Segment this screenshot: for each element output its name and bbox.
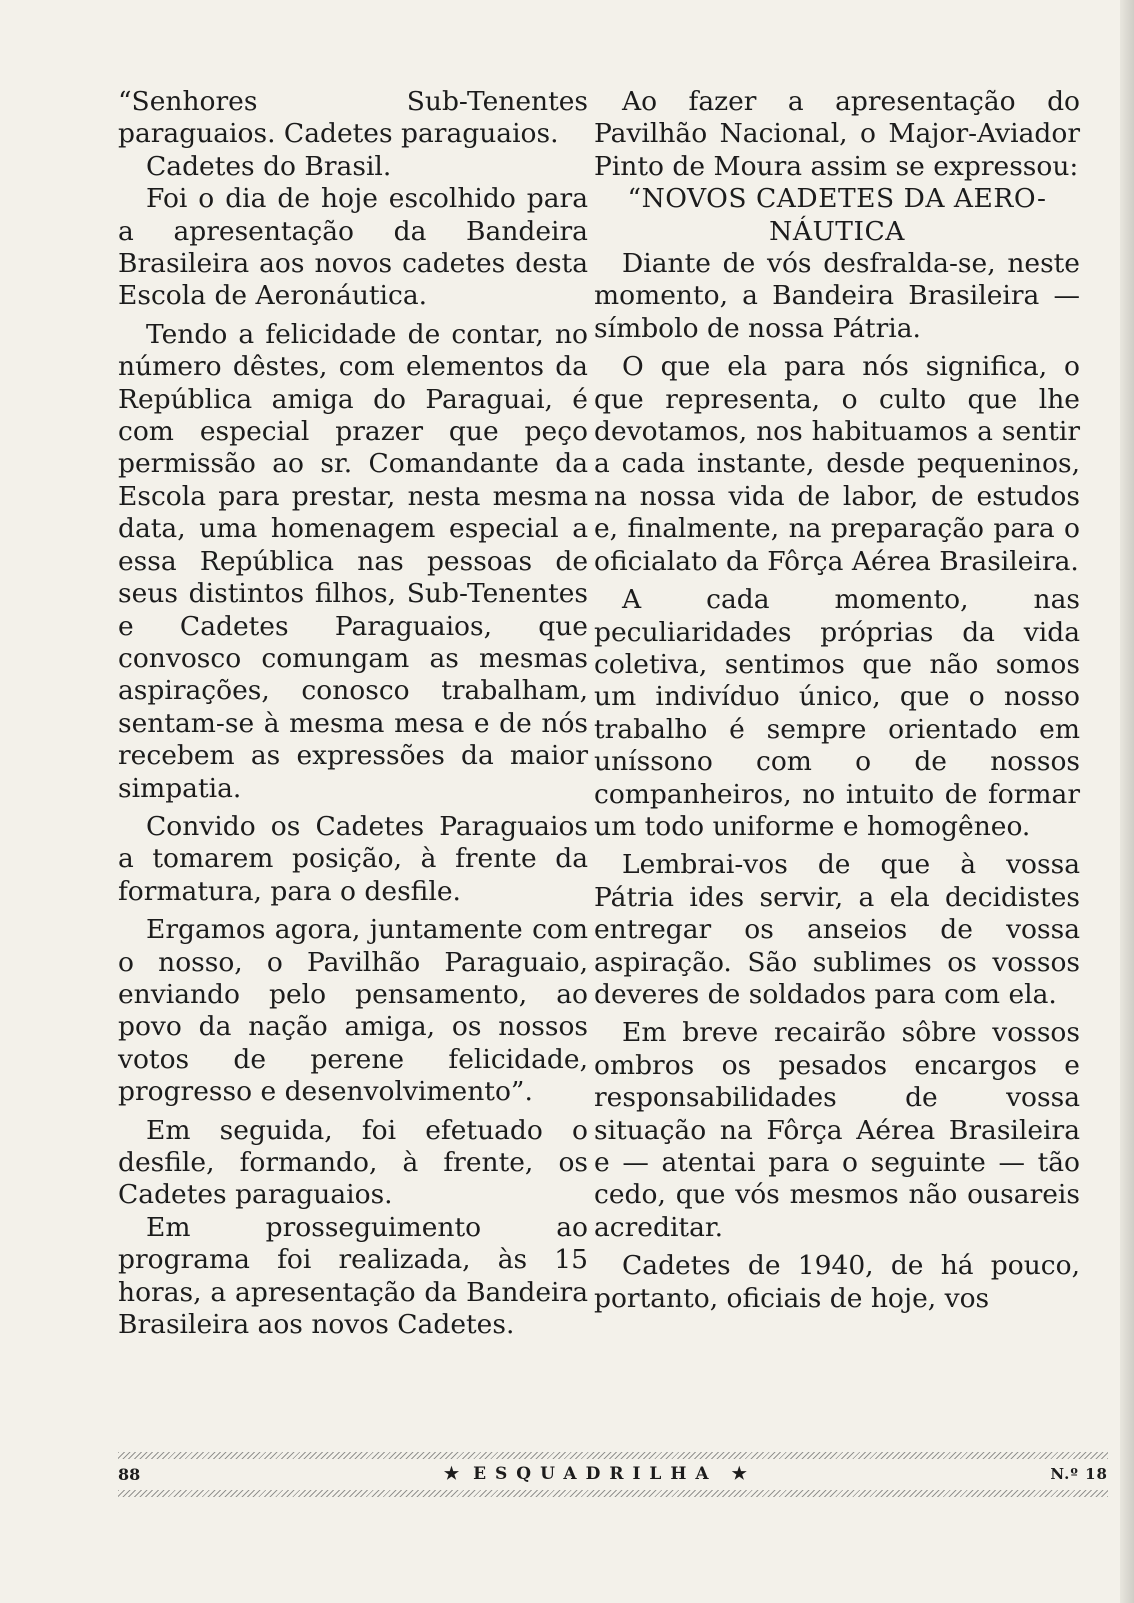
paragraph: Em breve recairão sôbre vossos ombros os pesados encargos e responsabilidades de vossa situação na Fôrça Aérea Brasileira e — atentai para o seguinte — tão cedo, que vós mesmos não ousareis acreditar.: [594, 1017, 1080, 1243]
paragraph: Foi o dia de hoje escolhido para a apresentação da Bandeira Brasileira aos novos cadetes desta Escola de Aeronáutica.: [118, 183, 588, 312]
speech-heading-continued: NÁUTICA: [769, 215, 905, 247]
paragraph: Lembrai-vos de que à vossa Pátria ides servir, a ela decidistes entregar os anseios de vossa aspiração. São sublimes os vossos deveres de soldados para com ela.: [594, 849, 1080, 1010]
intro-paragraph: Ao fazer a apresentação do Pavilhão Nacional, o Major-Aviador Pinto de Moura assim se expressou:: [594, 86, 1080, 182]
paragraph: Convido os Cadetes Paraguaios a tomarem posição, à frente da formatura, para o desfile.: [118, 810, 588, 907]
star-icon: ★: [731, 1464, 747, 1484]
paragraph: Tendo a felicidade de contar, no número dêstes, com elementos da República amiga do Paraguai, é com especial prazer que peço permissão ao sr. Comandante da Escola para prestar, nesta mesma data, uma homenagem especial a essa República nas pessoas de seus distintos filhos, Sub-Tenentes e Cadetes Paraguaios, que convosco comungam as mesmas aspirações, conosco trabalham, sentam-se à mesma mesa e de nós recebem as expressões da maior simpatia.: [118, 318, 588, 804]
issue-number: N.º 18: [1050, 1465, 1108, 1483]
paragraph: Ergamos agora, juntamente com o nosso, o Pavilhão Paraguaio, enviando pelo pensamento, ao povo da nação amiga, os nossos votos de perene felicidade, progresso e desenvolvimento”.: [118, 914, 588, 1108]
page-footer: [118, 1460, 1108, 1488]
paragraph: Cadetes do Brasil.: [146, 150, 392, 182]
paragraph: Diante de vós desfralda-se, neste momento, a Bandeira Brasileira — símbolo de nossa Pátria.: [594, 248, 1080, 344]
footer-rule-top: [118, 1452, 1108, 1459]
left-column: [118, 86, 588, 1341]
page-number: 88: [118, 1464, 141, 1484]
right-column: [594, 86, 1080, 1315]
star-icon: ★: [443, 1464, 460, 1484]
speech-heading: “NOVOS CADETES DA AERO-: [627, 183, 1047, 215]
masthead-title: ESQUADRILHA: [473, 1464, 718, 1484]
paragraph: Em prosseguimento ao programa foi realizada, às 15 horas, a apresentação da Bandeira Brasileira aos novos Cadetes.: [118, 1211, 588, 1341]
paragraph: “Senhores Sub-Tenentes paraguaios. Cadetes paraguaios.: [118, 86, 588, 150]
paragraph: Em seguida, foi efetuado o desfile, formando, à frente, os Cadetes paraguaios.: [118, 1114, 588, 1211]
footer-rule-bottom: [118, 1490, 1108, 1497]
paragraph: Cadetes de 1940, de há pouco, portanto, oficiais de hoje, vos: [594, 1250, 1080, 1314]
page-edge: [1120, 0, 1134, 1603]
masthead: [430, 1464, 761, 1484]
paragraph: A cada momento, nas peculiaridades próprias da vida coletiva, sentimos que não somos um indivíduo único, que o nosso trabalho é sempre orientado em uníssono com o de nossos companheiros, no intuito de formar um todo uniforme e homogêneo.: [594, 584, 1080, 842]
paragraph: O que ela para nós significa, o que representa, o culto que lhe devotamos, nos habituamos a sentir a cada instante, desde pequeninos, na nossa vida de labor, de estudos e, finalmente, na preparação para o oficialato da Fôrça Aérea Brasileira.: [594, 351, 1080, 577]
